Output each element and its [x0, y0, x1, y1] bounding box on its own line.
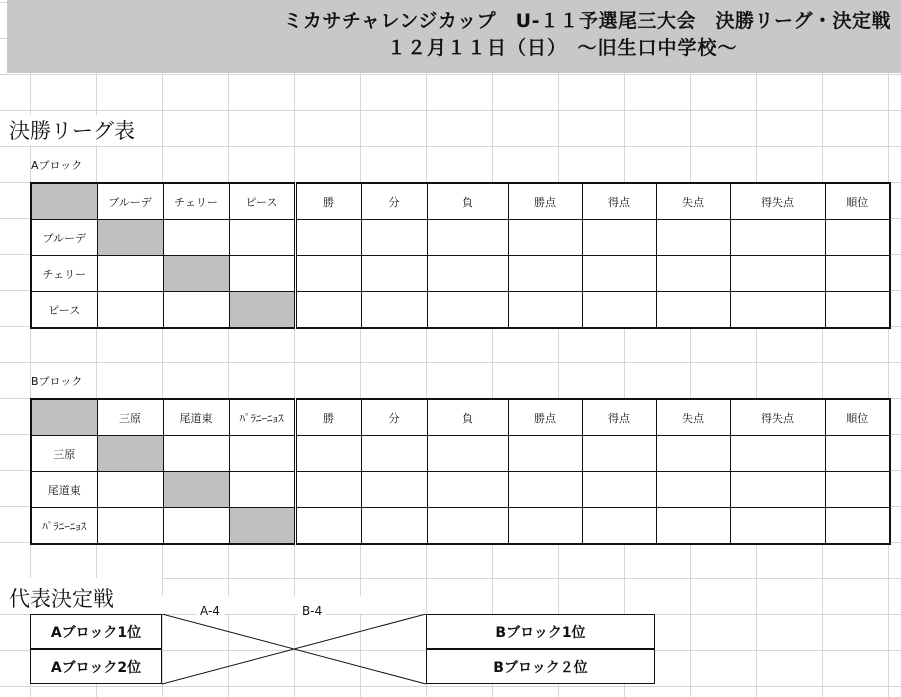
result-cell [229, 220, 295, 256]
stat-cell [582, 508, 656, 545]
block-a-table [30, 182, 891, 329]
result-cell [229, 256, 295, 292]
team-header: チェリー [163, 183, 229, 220]
team-header: ピース [229, 183, 295, 220]
stat-header-rank: 順位 [825, 183, 890, 220]
table-header-row [31, 399, 890, 436]
team-header: 三原 [97, 399, 163, 436]
stat-cell [295, 508, 361, 545]
stat-cell [295, 220, 361, 256]
self-match-cell [97, 220, 163, 256]
team-row-label: ピース [31, 292, 97, 329]
stat-header-rank: 順位 [825, 399, 890, 436]
block-b-table [30, 398, 891, 545]
table-row [31, 472, 890, 508]
playoff-section-title: 代表決定戦 [7, 583, 116, 613]
stat-cell [427, 436, 508, 472]
stat-header-goals-for: 得点 [582, 399, 656, 436]
stat-cell [825, 472, 890, 508]
stat-header-losses: 負 [427, 399, 508, 436]
stat-cell [656, 508, 730, 545]
stat-cell [427, 292, 508, 329]
result-cell [97, 508, 163, 545]
stat-cell [825, 292, 890, 329]
stat-cell [361, 256, 427, 292]
result-cell [229, 436, 295, 472]
stat-cell [730, 292, 825, 329]
stat-cell [508, 292, 582, 329]
result-cell [163, 220, 229, 256]
self-match-cell [229, 508, 295, 545]
stat-header-goals-against: 失点 [656, 183, 730, 220]
block-b-label: Bブロック [31, 375, 83, 388]
league-section-title: 決勝リーグ表 [7, 115, 137, 145]
stat-header-goals-against: 失点 [656, 399, 730, 436]
team-row-label: ﾊﾟﾗﾆｰﾆｮｽ [31, 508, 97, 545]
playoff-bracket-cross [162, 614, 426, 685]
playoff-slot-b2: Bブロック２位 [426, 649, 655, 684]
stat-cell [582, 220, 656, 256]
result-cell [97, 256, 163, 292]
stat-cell [361, 508, 427, 545]
stat-cell [508, 220, 582, 256]
self-match-cell [229, 292, 295, 329]
playoff-slot-b1: Bブロック1位 [426, 614, 655, 649]
stat-cell [730, 256, 825, 292]
self-match-cell [163, 472, 229, 508]
stat-header-wins: 勝 [295, 183, 361, 220]
team-row-label: 三原 [31, 436, 97, 472]
page-subtitle: １２月１１日（日） ～旧生口中学校～ [387, 37, 738, 59]
match-label-b4: B-4 [298, 604, 326, 618]
playoff-slot-a2: Aブロック2位 [30, 649, 162, 684]
result-cell [163, 508, 229, 545]
stat-cell [582, 472, 656, 508]
stat-cell [582, 256, 656, 292]
stat-cell [656, 256, 730, 292]
team-header: 尾道東 [163, 399, 229, 436]
stat-cell [295, 256, 361, 292]
stat-cell [582, 436, 656, 472]
stat-cell [656, 436, 730, 472]
stat-cell [508, 472, 582, 508]
stat-cell [730, 472, 825, 508]
stat-header-goals-for: 得点 [582, 183, 656, 220]
stat-cell [427, 256, 508, 292]
stat-header-goal-diff: 得失点 [730, 183, 825, 220]
stat-cell [825, 256, 890, 292]
table-row [31, 436, 890, 472]
page-title: ミカサチャレンジカップ U-１１予選尾三大会 決勝リーグ・決定戦 [283, 10, 891, 32]
stat-cell [825, 508, 890, 545]
stat-header-goal-diff: 得失点 [730, 399, 825, 436]
stat-cell [825, 436, 890, 472]
stat-cell [361, 472, 427, 508]
stat-cell [295, 472, 361, 508]
stat-cell [361, 292, 427, 329]
table-header-row [31, 183, 890, 220]
team-row-label: ブルーデ [31, 220, 97, 256]
stat-cell [508, 436, 582, 472]
table-row [31, 256, 890, 292]
stat-header-draws: 分 [361, 183, 427, 220]
block-a-label: Aブロック [31, 159, 83, 172]
corner-cell [31, 399, 97, 436]
table-row [31, 220, 890, 256]
stat-cell [730, 508, 825, 545]
stat-cell [730, 220, 825, 256]
result-cell [97, 472, 163, 508]
table-row [31, 508, 890, 545]
stat-cell [582, 292, 656, 329]
team-row-label: チェリー [31, 256, 97, 292]
stat-header-points: 勝点 [508, 399, 582, 436]
stat-cell [361, 220, 427, 256]
playoff-slot-a1: Aブロック1位 [30, 614, 162, 649]
stat-cell [730, 436, 825, 472]
stat-cell [295, 292, 361, 329]
self-match-cell [163, 256, 229, 292]
stat-header-losses: 負 [427, 183, 508, 220]
stat-cell [656, 472, 730, 508]
stat-header-points: 勝点 [508, 183, 582, 220]
team-header: ブルーデ [97, 183, 163, 220]
corner-cell [31, 183, 97, 220]
result-cell [97, 292, 163, 329]
result-cell [229, 472, 295, 508]
stat-cell [361, 436, 427, 472]
stat-cell [427, 472, 508, 508]
stat-cell [427, 220, 508, 256]
stat-cell [656, 220, 730, 256]
stat-header-draws: 分 [361, 399, 427, 436]
result-cell [163, 436, 229, 472]
table-row [31, 292, 890, 329]
stat-cell [295, 436, 361, 472]
title-banner [7, 0, 901, 73]
stat-cell [656, 292, 730, 329]
self-match-cell [97, 436, 163, 472]
team-row-label: 尾道東 [31, 472, 97, 508]
stat-header-wins: 勝 [295, 399, 361, 436]
stat-cell [508, 256, 582, 292]
stat-cell [427, 508, 508, 545]
stat-cell [508, 508, 582, 545]
result-cell [163, 292, 229, 329]
match-label-a4: A-4 [196, 604, 224, 618]
team-header: ﾊﾟﾗﾆｰﾆｮｽ [229, 399, 295, 436]
stat-cell [825, 220, 890, 256]
